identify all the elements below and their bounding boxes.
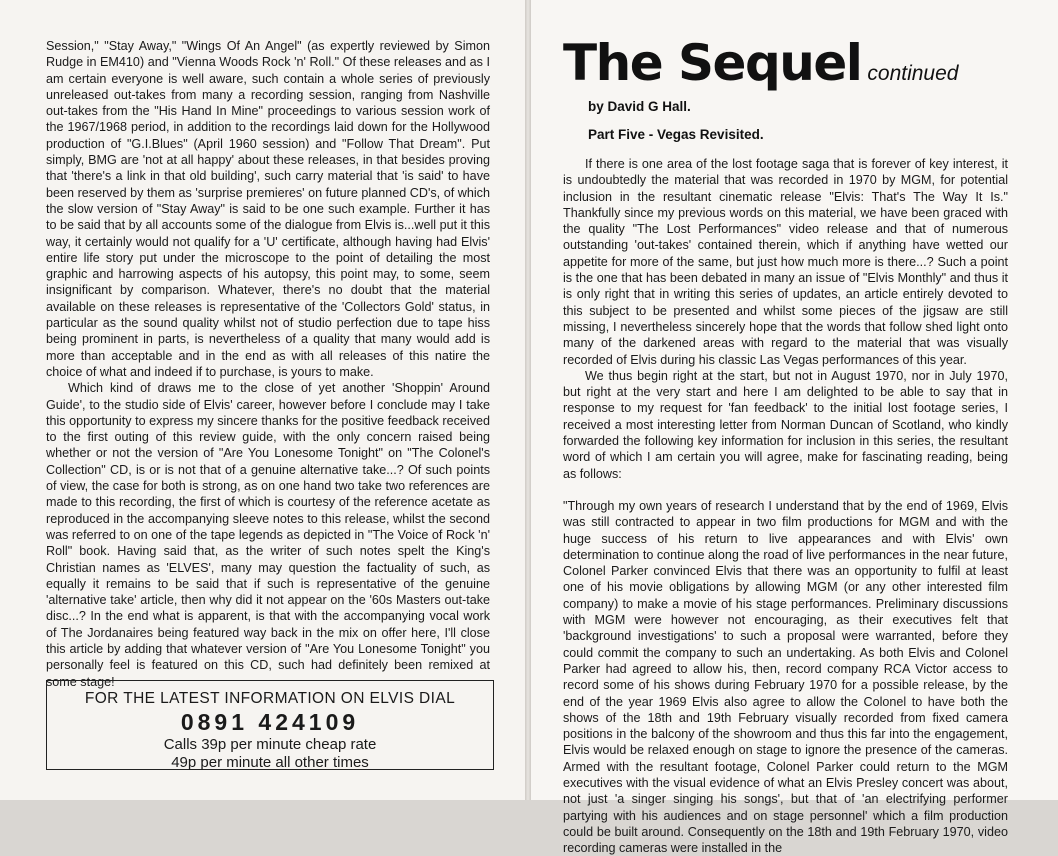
byline: by David G Hall. bbox=[588, 99, 691, 114]
right-paragraph-2: We thus begin right at the start, but not in August 1970, nor in July 1970, but right at the very start and here I am delighted to be able to say that in response to my request for 'fan feedback' to the initial lost footage series, I received a most interesting letter from Norman Duncan of Scotland, who kindly forwarded the following key information for inclusion in this series, the resultant word of which I am certain you will agree, make for fascinating reading, being as follows: bbox=[563, 368, 1008, 481]
title-suffix: continued bbox=[867, 62, 959, 85]
left-article-column bbox=[46, 38, 490, 690]
ad-headline: FOR THE LATEST INFORMATION ON ELVIS DIAL bbox=[84, 690, 456, 707]
left-paragraph-2: Which kind of draws me to the close of yet another 'Shoppin' Around Guide', to the studio side of Elvis' career, however before I conclude may I take this opportunity to express my sincere thanks for the positive feedback received to the first outing of this review guide, with the only concern raised being whether or not the version of "Are You Lonesome Tonight" on "The Colonel's Collection" CD, is or is not that of a genuine alternative take...? Of such points of view, the case for both is strong, as on one hand two take two references are made to this recording, the first of which is courtesy of the reference acetate as reproduced in the accompanying sleeve notes to this release, whilst the second was referred to on one of the tape legends as depicted in "The Voice of Rock 'n' Roll" book. Having said that, as the writer of such notes spelt the King's Christian names as 'ELVES', many may question the factuality of such, as equally it remains to be said that if such is representative of the genuine 'alternative take' article, then why did it not appear on the '60s Masters out-take disc...? In the end what is apparent, is that with the accompanying vocal work of The Jordanaires being featured way back in the mix on offer here, I'll close this article by adding that whatever version of "Are You Lonesome Tonight" you personally feel is featured on this CD, such had definitely been remixed at some stage! bbox=[46, 381, 490, 689]
right-paragraph-3: "Through my own years of research I understand that by the end of 1969, Elvis was still contracted to appear in two film productions for MGM and with the huge success of his return to live appearances and with Elvis' own determination to continue along the road of live performances in the near future, Colonel Parker convinced Elvis that there was an opportunity to fulfil at least one of his movie obligations by allowing MGM (or any other interested film company) to make a movie of his stage performances. Preliminary discussions with MGM were however not encouraging, as their executives felt that 'background investigations' to such a proposal were warranted, before they could commit the company to such an undertaking. As both Elvis and Colonel Parker had agreed to allow his, then, record company RCA Victor access to record some of his shows during February 1970 for a possible release, by the end of the year 1969 Elvis also agree to allow the Colonel to have both the shows of the 18th and 19th February visually recorded from fixed camera positions in the balcony of the showroom and thus this far into the engagement, Elvis would be relaxed enough on stage to ignore the presence of the cameras. Armed with the resultant footage, Colonel Parker could return to the MGM executives with the visual evidence of what an Elvis Presley concert was about, not just 'a singer singing his songs', but that of 'an electrifying performer partying with his audiences and on stage personnel' which a film production could be built around. Consequently on the 18th and 19th February 1970, video recording cameras were installed in the bbox=[563, 498, 1008, 856]
right-paragraph-1: If there is one area of the lost footage saga that is forever of key interest, it is undoubtedly the material that was recorded in 1970 by MGM, for potential inclusion in the resultant cinematic release "Elvis: That's The Way It Is." Thankfully since my previous words on this material, we have been graced with the quality "The Lost Performances" video release and that of numerous outstanding 'out-takes' contained therein, which if anything have wetted our appetite for more of the same, but just how much more is there...? Such a point is the one that has been debated in many an issue of "Elvis Monthly" and thus it is only right that in writing this series of updates, an article entirely devoted to this subject to be presented and whilst some pieces of the jigsaw are still missing, I nevertheless sincerely hope that the words that follow shed light onto many of the darkened areas with regard to the material that was visually recorded of Elvis during his classic Las Vegas performances of this year. bbox=[563, 157, 1008, 367]
ad-phone-number: 0891 424109 bbox=[180, 709, 360, 735]
title-main: The Sequel bbox=[563, 34, 862, 92]
elvis-hotline-ad bbox=[46, 680, 494, 770]
left-paragraph-1: Session," "Stay Away," "Wings Of An Angel" (as expertly reviewed by Simon Rudge in EM410) and "Vienna Woods Rock 'n' Roll." Of these releases and as I am certain everyone is well aware, such contain a whole series of previously unreleased out-takes from many a recording session, ranging from Nashville out-takes from the "His Hand In Mine" proceedings to various session work of the 1967/1968 period, in addition to the recordings laid down for the Hollywood production of "G.I.Blues" (April 1960 session) and "Follow That Dream". Put simply, BMG are 'not at all happy' about these releases, in that besides proving that 'there's a link in that old building', such carry material that 'is said' to have been reserved by them as 'surprise premieres' on future planned CD's, of which the slow version of "Stay Away" is said to be one such example. Further it has to be said that by all accounts some of the dialogue from Elvis is...well put it this way, it certainly would not qualify for a 'U' certificate, although having had Elvis' entire life story put under the microscope to the point of detailing the most graphic and harrowing aspects of his autopsy, this point may, to some, seem insignificant by comparison. Whatever, there's no doubt that the material available on these releases is representative of the 'Collectors Gold' status, in particular as the sound quality whilst not of studio perfection due to tape hiss being prominent in parts, is nevertheless of a quality that many would add is more than acceptable and in the end as with all releases of this natire the choice of what and indeed if to purchase, is yours to make. bbox=[46, 39, 490, 379]
ad-standard-rate: 49p per minute all other times bbox=[171, 754, 369, 771]
ad-cheap-rate: Calls 39p per minute cheap rate bbox=[163, 736, 377, 753]
right-article-column bbox=[563, 156, 1008, 856]
part-title: Part Five - Vegas Revisited. bbox=[588, 127, 764, 142]
article-title bbox=[563, 34, 958, 92]
